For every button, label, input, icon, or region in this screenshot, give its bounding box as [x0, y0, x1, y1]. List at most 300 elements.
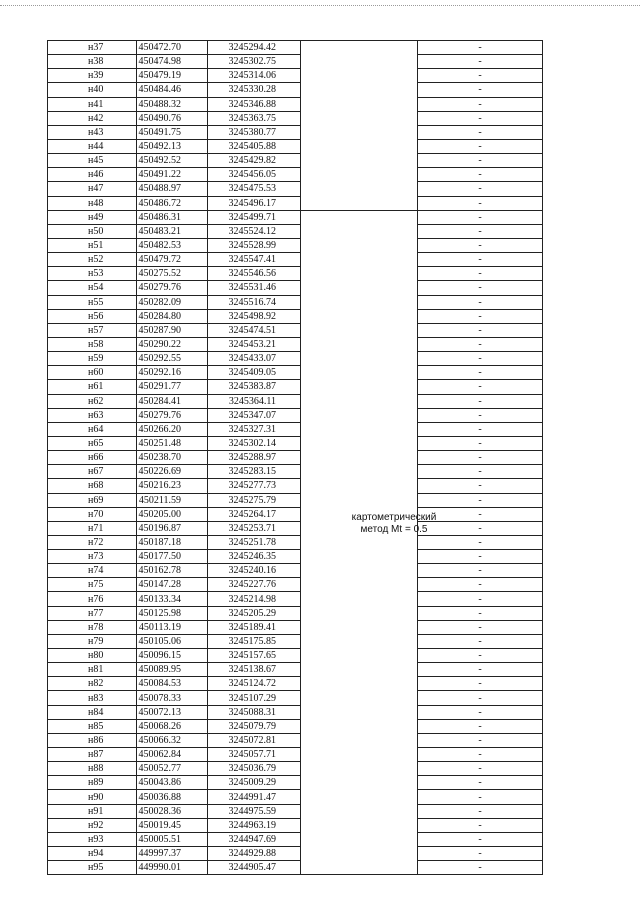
note-cell: - [418, 649, 543, 663]
point-cell: н77 [48, 606, 137, 620]
note-cell: - [418, 578, 543, 592]
method-cell [301, 281, 418, 295]
table-row [48, 309, 543, 323]
method-cell [301, 309, 418, 323]
note-cell: - [418, 97, 543, 111]
table-row [48, 762, 543, 776]
x-coordinate-cell: 450019.45 [137, 818, 208, 832]
method-cell [301, 224, 418, 238]
table-row [48, 97, 543, 111]
y-coordinate-cell: 3245405.88 [208, 139, 301, 153]
method-cell [301, 408, 418, 422]
method-cell [301, 677, 418, 691]
note-cell: - [418, 847, 543, 861]
table-row [48, 323, 543, 337]
method-cell [301, 465, 418, 479]
point-cell: н51 [48, 238, 137, 252]
point-cell: н88 [48, 762, 137, 776]
y-coordinate-cell: 3245327.31 [208, 422, 301, 436]
note-cell: - [418, 663, 543, 677]
x-coordinate-cell: 450275.52 [137, 267, 208, 281]
table-row [48, 210, 543, 224]
point-cell: н71 [48, 521, 137, 535]
note-cell: - [418, 224, 543, 238]
y-coordinate-cell: 3245294.42 [208, 41, 301, 55]
table-row [48, 408, 543, 422]
method-cell [301, 663, 418, 677]
point-cell: н89 [48, 776, 137, 790]
point-cell: н49 [48, 210, 137, 224]
x-coordinate-cell: 450491.22 [137, 168, 208, 182]
y-coordinate-cell: 3245433.07 [208, 352, 301, 366]
y-coordinate-cell: 3245429.82 [208, 154, 301, 168]
point-cell: н78 [48, 620, 137, 634]
method-cell [301, 606, 418, 620]
x-coordinate-cell: 450492.52 [137, 154, 208, 168]
note-cell: - [418, 238, 543, 252]
table-row [48, 606, 543, 620]
y-coordinate-cell: 3245264.17 [208, 507, 301, 521]
measurement-method-label [336, 512, 452, 536]
point-cell: н66 [48, 451, 137, 465]
method-cell [301, 55, 418, 69]
x-coordinate-cell: 450005.51 [137, 832, 208, 846]
x-coordinate-cell: 450062.84 [137, 748, 208, 762]
x-coordinate-cell: 450483.21 [137, 224, 208, 238]
table-row [48, 436, 543, 450]
table-row [48, 196, 543, 210]
point-cell: н93 [48, 832, 137, 846]
point-cell: н60 [48, 366, 137, 380]
point-cell: н54 [48, 281, 137, 295]
point-cell: н70 [48, 507, 137, 521]
y-coordinate-cell: 3245499.71 [208, 210, 301, 224]
note-cell: - [418, 479, 543, 493]
method-cell [301, 238, 418, 252]
point-cell: н90 [48, 790, 137, 804]
x-coordinate-cell: 450226.69 [137, 465, 208, 479]
table-row [48, 41, 543, 55]
note-cell: - [418, 83, 543, 97]
method-cell [301, 83, 418, 97]
note-cell: - [418, 790, 543, 804]
method-cell [301, 295, 418, 309]
x-coordinate-cell: 450491.75 [137, 125, 208, 139]
x-coordinate-cell: 450266.20 [137, 422, 208, 436]
y-coordinate-cell: 3244975.59 [208, 804, 301, 818]
page-top-edge [0, 5, 640, 8]
x-coordinate-cell: 450084.53 [137, 677, 208, 691]
y-coordinate-cell: 3245283.15 [208, 465, 301, 479]
method-cell [301, 649, 418, 663]
y-coordinate-cell: 3245498.92 [208, 309, 301, 323]
x-coordinate-cell: 450488.32 [137, 97, 208, 111]
note-cell: - [418, 408, 543, 422]
y-coordinate-cell: 3245009.29 [208, 776, 301, 790]
table-row [48, 479, 543, 493]
note-cell: - [418, 41, 543, 55]
note-cell: - [418, 691, 543, 705]
table-row [48, 564, 543, 578]
table-row [48, 352, 543, 366]
method-cell [301, 776, 418, 790]
x-coordinate-cell: 450479.72 [137, 253, 208, 267]
point-cell: н43 [48, 125, 137, 139]
method-cell [301, 748, 418, 762]
y-coordinate-cell: 3245347.07 [208, 408, 301, 422]
table-row [48, 366, 543, 380]
table-row [48, 620, 543, 634]
x-coordinate-cell: 450133.34 [137, 592, 208, 606]
x-coordinate-cell: 450177.50 [137, 550, 208, 564]
y-coordinate-cell: 3245175.85 [208, 634, 301, 648]
table-row [48, 535, 543, 549]
coordinates-table-body [48, 41, 543, 875]
x-coordinate-cell: 450282.09 [137, 295, 208, 309]
point-cell: н67 [48, 465, 137, 479]
x-coordinate-cell: 450211.59 [137, 493, 208, 507]
x-coordinate-cell: 449990.01 [137, 861, 208, 875]
table-row [48, 861, 543, 875]
y-coordinate-cell: 3245330.28 [208, 83, 301, 97]
note-cell: - [418, 267, 543, 281]
point-cell: н72 [48, 535, 137, 549]
x-coordinate-cell: 450072.13 [137, 705, 208, 719]
x-coordinate-cell: 450196.87 [137, 521, 208, 535]
table-row [48, 55, 543, 69]
y-coordinate-cell: 3245546.56 [208, 267, 301, 281]
method-cell [301, 366, 418, 380]
note-cell: - [418, 154, 543, 168]
y-coordinate-cell: 3245524.12 [208, 224, 301, 238]
point-cell: н55 [48, 295, 137, 309]
table-row [48, 168, 543, 182]
method-cell [301, 762, 418, 776]
table-row [48, 847, 543, 861]
x-coordinate-cell: 450291.77 [137, 380, 208, 394]
x-coordinate-cell: 450066.32 [137, 733, 208, 747]
point-cell: н59 [48, 352, 137, 366]
note-cell: - [418, 337, 543, 351]
note-cell: - [418, 677, 543, 691]
table-row [48, 253, 543, 267]
point-cell: н91 [48, 804, 137, 818]
note-cell: - [418, 832, 543, 846]
y-coordinate-cell: 3245227.76 [208, 578, 301, 592]
y-coordinate-cell: 3245383.87 [208, 380, 301, 394]
note-cell: - [418, 380, 543, 394]
x-coordinate-cell: 450125.98 [137, 606, 208, 620]
method-cell [301, 125, 418, 139]
x-coordinate-cell: 450292.55 [137, 352, 208, 366]
x-coordinate-cell: 450028.36 [137, 804, 208, 818]
note-cell: - [418, 323, 543, 337]
x-coordinate-cell: 450492.13 [137, 139, 208, 153]
note-cell: - [418, 748, 543, 762]
method-cell [301, 790, 418, 804]
x-coordinate-cell: 450096.15 [137, 649, 208, 663]
note-cell: - [418, 125, 543, 139]
note-cell: - [418, 55, 543, 69]
x-coordinate-cell: 450068.26 [137, 719, 208, 733]
method-cell [301, 196, 418, 210]
point-cell: н47 [48, 182, 137, 196]
y-coordinate-cell: 3245205.29 [208, 606, 301, 620]
y-coordinate-cell: 3245275.79 [208, 493, 301, 507]
y-coordinate-cell: 3245240.16 [208, 564, 301, 578]
note-cell: - [418, 776, 543, 790]
point-cell: н61 [48, 380, 137, 394]
method-cell [301, 394, 418, 408]
x-coordinate-cell: 450486.72 [137, 196, 208, 210]
method-cell [301, 323, 418, 337]
x-coordinate-cell: 450238.70 [137, 451, 208, 465]
method-cell [301, 154, 418, 168]
point-cell: н83 [48, 691, 137, 705]
method-cell [301, 436, 418, 450]
table-row [48, 182, 543, 196]
x-coordinate-cell: 450292.16 [137, 366, 208, 380]
table-row [48, 224, 543, 238]
method-cell [301, 352, 418, 366]
note-cell: - [418, 196, 543, 210]
x-coordinate-cell: 450279.76 [137, 281, 208, 295]
note-cell: - [418, 493, 543, 507]
note-cell: - [418, 550, 543, 564]
note-cell: - [418, 168, 543, 182]
y-coordinate-cell: 3245138.67 [208, 663, 301, 677]
point-cell: н45 [48, 154, 137, 168]
x-coordinate-cell: 450482.53 [137, 238, 208, 252]
note-cell: - [418, 861, 543, 875]
method-cell [301, 719, 418, 733]
note-cell: - [418, 634, 543, 648]
x-coordinate-cell: 450488.97 [137, 182, 208, 196]
x-coordinate-cell: 450052.77 [137, 762, 208, 776]
point-cell: н68 [48, 479, 137, 493]
y-coordinate-cell: 3244905.47 [208, 861, 301, 875]
y-coordinate-cell: 3245453.21 [208, 337, 301, 351]
note-cell: - [418, 465, 543, 479]
point-cell: н95 [48, 861, 137, 875]
point-cell: н46 [48, 168, 137, 182]
table-row [48, 663, 543, 677]
y-coordinate-cell: 3245364.11 [208, 394, 301, 408]
table-row [48, 422, 543, 436]
method-cell [301, 422, 418, 436]
y-coordinate-cell: 3245496.17 [208, 196, 301, 210]
point-cell: н73 [48, 550, 137, 564]
table-row [48, 337, 543, 351]
point-cell: н57 [48, 323, 137, 337]
x-coordinate-cell: 450279.76 [137, 408, 208, 422]
y-coordinate-cell: 3245547.41 [208, 253, 301, 267]
y-coordinate-cell: 3244947.69 [208, 832, 301, 846]
x-coordinate-cell: 449997.37 [137, 847, 208, 861]
method-cell [301, 550, 418, 564]
point-cell: н37 [48, 41, 137, 55]
y-coordinate-cell: 3245302.75 [208, 55, 301, 69]
note-cell: - [418, 606, 543, 620]
y-coordinate-cell: 3245107.29 [208, 691, 301, 705]
point-cell: н81 [48, 663, 137, 677]
method-cell [301, 804, 418, 818]
method-cell [301, 479, 418, 493]
x-coordinate-cell: 450216.23 [137, 479, 208, 493]
note-cell: - [418, 535, 543, 549]
x-coordinate-cell: 450251.48 [137, 436, 208, 450]
method-cell [301, 620, 418, 634]
y-coordinate-cell: 3245380.77 [208, 125, 301, 139]
note-cell: - [418, 69, 543, 83]
y-coordinate-cell: 3245124.72 [208, 677, 301, 691]
method-cell [301, 564, 418, 578]
note-cell: - [418, 521, 543, 535]
point-cell: н87 [48, 748, 137, 762]
x-coordinate-cell: 450287.90 [137, 323, 208, 337]
table-row [48, 394, 543, 408]
method-cell [301, 380, 418, 394]
table-row [48, 521, 543, 535]
table-row [48, 281, 543, 295]
x-coordinate-cell: 450472.70 [137, 41, 208, 55]
note-cell: - [418, 804, 543, 818]
table-row [48, 776, 543, 790]
method-cell [301, 818, 418, 832]
method-cell [301, 861, 418, 875]
note-cell: - [418, 733, 543, 747]
x-coordinate-cell: 450147.28 [137, 578, 208, 592]
table-row [48, 733, 543, 747]
point-cell: н82 [48, 677, 137, 691]
table-row [48, 380, 543, 394]
note-cell: - [418, 762, 543, 776]
note-cell: - [418, 366, 543, 380]
x-coordinate-cell: 450113.19 [137, 620, 208, 634]
x-coordinate-cell: 450290.22 [137, 337, 208, 351]
table-row [48, 677, 543, 691]
y-coordinate-cell: 3245314.06 [208, 69, 301, 83]
point-cell: н92 [48, 818, 137, 832]
y-coordinate-cell: 3245251.78 [208, 535, 301, 549]
point-cell: н85 [48, 719, 137, 733]
table-row [48, 634, 543, 648]
point-cell: н84 [48, 705, 137, 719]
point-cell: н64 [48, 422, 137, 436]
x-coordinate-cell: 450486.31 [137, 210, 208, 224]
note-cell: - [418, 111, 543, 125]
x-coordinate-cell: 450036.88 [137, 790, 208, 804]
point-cell: н56 [48, 309, 137, 323]
method-cell [301, 451, 418, 465]
point-cell: н75 [48, 578, 137, 592]
point-cell: н48 [48, 196, 137, 210]
y-coordinate-cell: 3244963.19 [208, 818, 301, 832]
table-row [48, 267, 543, 281]
point-cell: н44 [48, 139, 137, 153]
point-cell: н50 [48, 224, 137, 238]
table-row [48, 790, 543, 804]
point-cell: н76 [48, 592, 137, 606]
method-cell [301, 111, 418, 125]
method-cell [301, 634, 418, 648]
table-row [48, 804, 543, 818]
method-cell [301, 832, 418, 846]
point-cell: н53 [48, 267, 137, 281]
x-coordinate-cell: 450284.80 [137, 309, 208, 323]
y-coordinate-cell: 3245277.73 [208, 479, 301, 493]
table-row [48, 578, 543, 592]
point-cell: н52 [48, 253, 137, 267]
point-cell: н69 [48, 493, 137, 507]
x-coordinate-cell: 450479.19 [137, 69, 208, 83]
note-cell: - [418, 139, 543, 153]
x-coordinate-cell: 450205.00 [137, 507, 208, 521]
table-row [48, 451, 543, 465]
y-coordinate-cell: 3245253.71 [208, 521, 301, 535]
y-coordinate-cell: 3245456.05 [208, 168, 301, 182]
note-cell: - [418, 309, 543, 323]
y-coordinate-cell: 3245214.98 [208, 592, 301, 606]
table-row [48, 238, 543, 252]
y-coordinate-cell: 3245409.05 [208, 366, 301, 380]
y-coordinate-cell: 3245079.79 [208, 719, 301, 733]
x-coordinate-cell: 450474.98 [137, 55, 208, 69]
method-cell [301, 139, 418, 153]
point-cell: н62 [48, 394, 137, 408]
y-coordinate-cell: 3245363.75 [208, 111, 301, 125]
y-coordinate-cell: 3245475.53 [208, 182, 301, 196]
table-row [48, 111, 543, 125]
method-cell [301, 592, 418, 606]
method-cell [301, 41, 418, 55]
table-row [48, 154, 543, 168]
method-cell [301, 733, 418, 747]
table-row [48, 295, 543, 309]
note-cell: - [418, 451, 543, 465]
method-cell [301, 210, 418, 224]
method-cell [301, 578, 418, 592]
x-coordinate-cell: 450284.41 [137, 394, 208, 408]
table-row [48, 649, 543, 663]
method-cell [301, 168, 418, 182]
y-coordinate-cell: 3245302.14 [208, 436, 301, 450]
y-coordinate-cell: 3245088.31 [208, 705, 301, 719]
y-coordinate-cell: 3245516.74 [208, 295, 301, 309]
table-row [48, 125, 543, 139]
x-coordinate-cell: 450105.06 [137, 634, 208, 648]
table-row [48, 592, 543, 606]
y-coordinate-cell: 3245057.71 [208, 748, 301, 762]
x-coordinate-cell: 450484.46 [137, 83, 208, 97]
note-cell: - [418, 210, 543, 224]
table-row [48, 832, 543, 846]
point-cell: н41 [48, 97, 137, 111]
method-line-2: метод Mt = 0.5 [360, 524, 428, 535]
x-coordinate-cell: 450078.33 [137, 691, 208, 705]
x-coordinate-cell: 450043.86 [137, 776, 208, 790]
table-row [48, 705, 543, 719]
method-cell [301, 337, 418, 351]
point-cell: н42 [48, 111, 137, 125]
table-row [48, 748, 543, 762]
table-row [48, 493, 543, 507]
method-cell [301, 267, 418, 281]
y-coordinate-cell: 3245246.35 [208, 550, 301, 564]
y-coordinate-cell: 3244929.88 [208, 847, 301, 861]
coordinates-table [47, 40, 543, 875]
note-cell: - [418, 281, 543, 295]
